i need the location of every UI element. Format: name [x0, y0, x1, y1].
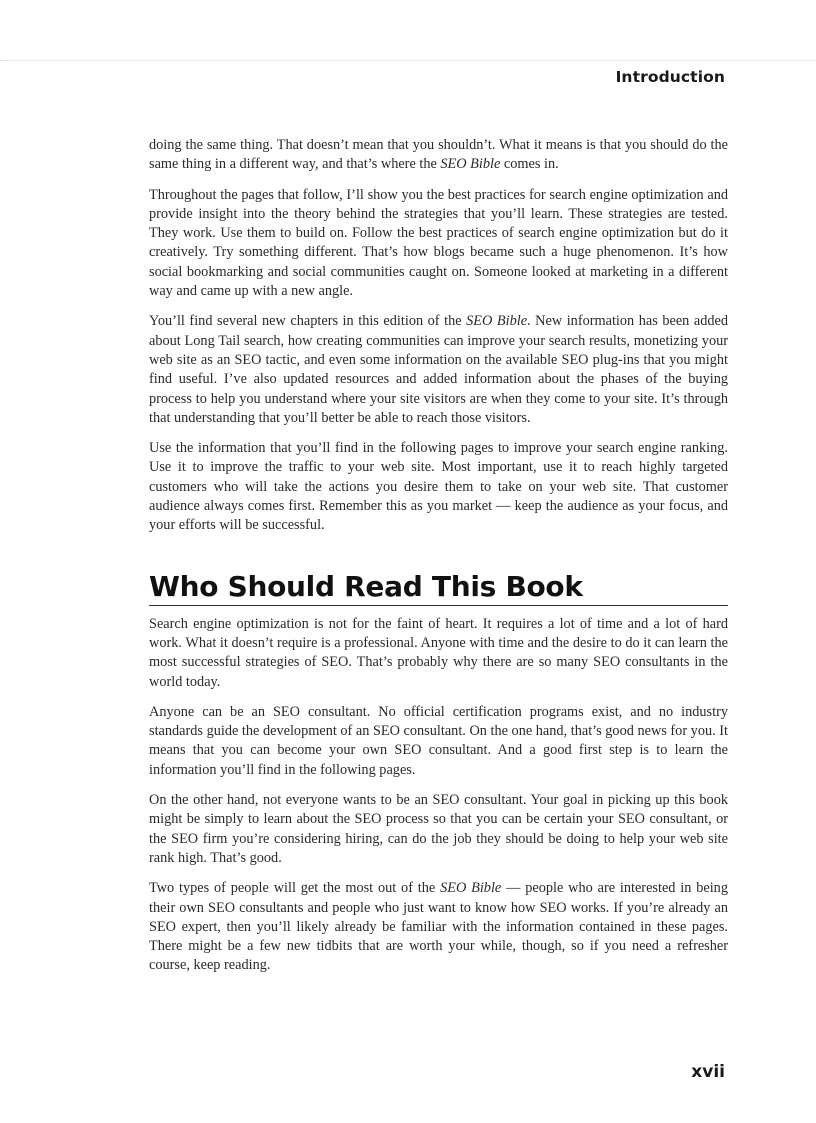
body-paragraph [149, 312, 728, 428]
body-paragraph [149, 879, 728, 975]
paragraph-text: Anyone can be an SEO consultant. No official certification programs exist, and no industry standards guide the development of an SEO consultant. On the one hand, that’s good news for you. It means that you can become your own SEO consultant. And a good first step is to learn the information you’ll find in the following pages. [149, 703, 728, 778]
body-paragraph [149, 186, 728, 302]
body-paragraph [149, 703, 728, 780]
running-header-rule [0, 60, 816, 61]
running-header-title: Introduction [615, 68, 725, 86]
page-number: xvii [691, 1062, 725, 1082]
body-paragraph [149, 136, 728, 175]
book-title-italic: SEO Bible [440, 156, 501, 173]
paragraph-text: . New information has been added about Long Tail search, how creating communities can improve your search results, monetizing your web site as an SEO tactic, and even some information on the available SEO plug-ins that you might find useful. I’ve also updated resources and added information about the phases of the buying process to help you understand where your site visitors are when they come to your site. It’s through that understanding that you’ll better be able to reach those visitors. [149, 313, 728, 426]
paragraph-text: — people who are interested in being their own SEO consultants and people who just want to know how SEO works. If you’re already an SEO expert, then you’ll likely already be familiar with the information contained in these pages. There might be a few new tidbits that are worth your while, though, so if you need a refresher course, keep reading. [149, 880, 728, 974]
section-paragraphs [149, 615, 728, 976]
paragraph-text: Use the information that you’ll find in the following pages to improve your search engine ranking. Use it to improve the traffic to your web site. Most important, use it to reach highly targeted customers who will take the actions you desire them to take on your web site. That customer audience always comes first. Remember this as you market — keep the audience as your focus, and your efforts will be successful. [149, 440, 728, 534]
body-paragraph [149, 439, 728, 535]
book-title-italic: SEO Bible [440, 880, 502, 897]
body-paragraph [149, 791, 728, 868]
page-body [149, 136, 728, 987]
paragraph-text: comes in. [500, 156, 559, 173]
body-paragraph [149, 615, 728, 692]
paragraph-text: You’ll find several new chapters in this edition of the [149, 313, 467, 330]
intro-paragraphs [149, 136, 728, 536]
paragraph-text: On the other hand, not everyone wants to be an SEO consultant. Your goal in picking up this book might be simply to learn about the SEO process so that you can be certain your SEO consultant, or the SEO firm you’re considering hiring, can do the job they should be doing to help your web site rank high. That’s good. [149, 792, 728, 866]
book-title-italic: SEO Bible [466, 313, 528, 330]
paragraph-text: Search engine optimization is not for the faint of heart. It requires a lot of time and a lot of hard work. What it doesn’t require is a professional. Anyone with time and the desire to do it can learn the most successful strategies of SEO. That’s probably why there are so many SEO consultants in the world today. [149, 615, 728, 690]
paragraph-text: Throughout the pages that follow, I’ll show you the best practices for search engine optimization and provide insight into the theory behind the strategies that you’ll learn. These strategies are tested. They work. Use them to build on. Follow the best practices of search engine optimization but do it creatively. Try something different. That’s how blogs became such a huge phenomenon. It’s how social bookmarking and social communities caught on. Someone looked at marketing in a different way and came up with a new angle. [149, 186, 728, 300]
paragraph-text: doing the same thing. That doesn’t mean that you shouldn’t. What it means is that you should do the same thing in a different way, and that’s where the [149, 137, 728, 173]
paragraph-text: Two types of people will get the most out of the [149, 880, 441, 897]
section-heading: Who Should Read This Book [149, 570, 728, 606]
